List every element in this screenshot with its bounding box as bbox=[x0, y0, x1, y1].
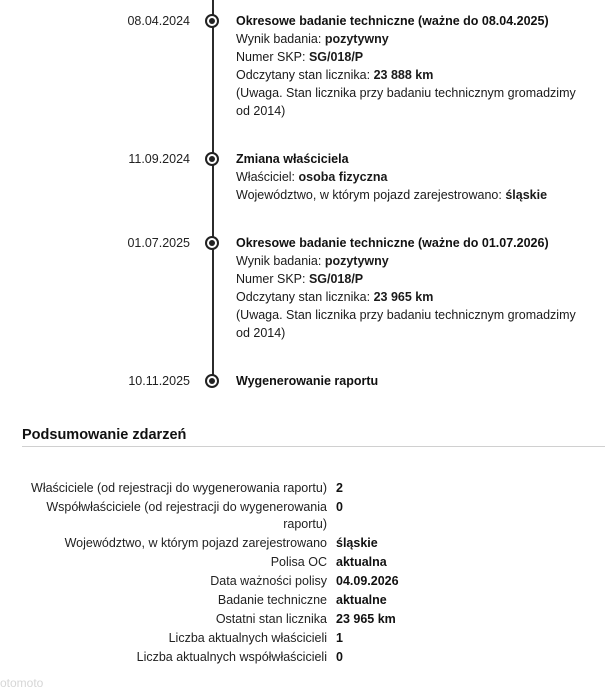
summary-row-voivodeship bbox=[0, 535, 605, 552]
event-detail: Wynik badania: pozytywny bbox=[236, 254, 389, 268]
summary-value: 0 bbox=[336, 500, 343, 514]
summary-row-owners bbox=[0, 480, 605, 497]
event-title: Okresowe badanie techniczne (ważne do 01.07.2026) bbox=[236, 236, 549, 250]
event-note: (Uwaga. Stan licznika przy badaniu technicznym gromadzimy od 2014) bbox=[236, 308, 576, 340]
summary-row-odometer bbox=[0, 611, 605, 628]
event-date: 11.09.2024 bbox=[128, 152, 190, 166]
summary-value: aktualne bbox=[336, 593, 387, 607]
summary-table bbox=[0, 480, 605, 668]
event-title: Okresowe badanie techniczne (ważne do 08.04.2025) bbox=[236, 14, 549, 28]
event-detail: Numer SKP: SG/018/P bbox=[236, 272, 364, 286]
event-detail: Województwo, w którym pojazd zarejestrowano: śląskie bbox=[236, 188, 548, 202]
summary-label: Badanie techniczne bbox=[217, 593, 327, 607]
summary-row-current-owners bbox=[0, 630, 605, 647]
event-detail: Właściciel: osoba fizyczna bbox=[236, 170, 388, 184]
summary-label: Liczba aktualnych właścicieli bbox=[168, 631, 327, 645]
summary-row-policy-expiry bbox=[0, 573, 605, 590]
event-date: 10.11.2025 bbox=[128, 374, 190, 388]
summary-row-inspection bbox=[0, 592, 605, 609]
event-body bbox=[236, 12, 591, 120]
event-date: 01.07.2025 bbox=[127, 236, 190, 250]
summary-label: Właściciele (od rejestracji do wygenerowania raportu) bbox=[31, 481, 327, 495]
timeline-dot-icon bbox=[205, 14, 219, 28]
timeline-dot-icon bbox=[205, 374, 219, 388]
summary-value: 04.09.2026 bbox=[336, 574, 399, 588]
summary-value: 0 bbox=[336, 650, 343, 664]
summary-heading: Podsumowanie zdarzeń bbox=[22, 427, 187, 443]
event-title: Zmiana właściciela bbox=[236, 152, 349, 166]
event-detail: Numer SKP: SG/018/P bbox=[236, 50, 364, 64]
summary-row-current-co-owners bbox=[0, 649, 605, 666]
timeline-line bbox=[212, 0, 214, 384]
event-detail: Wynik badania: pozytywny bbox=[236, 32, 389, 46]
summary-value: 23 965 km bbox=[336, 612, 396, 626]
event-detail: Odczytany stan licznika: 23 888 km bbox=[236, 68, 434, 82]
event-body bbox=[236, 372, 591, 390]
event-date: 08.04.2024 bbox=[127, 14, 190, 28]
event-title: Wygenerowanie raportu bbox=[236, 374, 379, 388]
summary-value: aktualna bbox=[336, 555, 387, 569]
summary-label: Liczba aktualnych współwłaścicieli bbox=[136, 650, 327, 664]
summary-row-co-owners bbox=[0, 499, 605, 533]
summary-row-oc-policy bbox=[0, 554, 605, 571]
summary-value: 1 bbox=[336, 631, 343, 645]
summary-label: Data ważności polisy bbox=[210, 574, 327, 588]
timeline-dot-icon bbox=[205, 152, 219, 166]
summary-label: Polisa OC bbox=[270, 555, 327, 569]
summary-label: Ostatni stan licznika bbox=[215, 612, 327, 626]
event-body bbox=[236, 234, 591, 342]
section-divider bbox=[22, 446, 605, 447]
summary-label: Współwłaściciele (od rejestracji do wygenerowania raportu) bbox=[46, 500, 327, 531]
event-detail: Odczytany stan licznika: 23 965 km bbox=[236, 290, 434, 304]
event-note: (Uwaga. Stan licznika przy badaniu technicznym gromadzimy od 2014) bbox=[236, 86, 576, 118]
watermark: otomoto bbox=[0, 676, 44, 690]
summary-value: śląskie bbox=[336, 536, 378, 550]
event-body bbox=[236, 150, 591, 204]
summary-value: 2 bbox=[336, 481, 343, 495]
summary-label: Województwo, w którym pojazd zarejestrowano bbox=[64, 536, 327, 550]
timeline-dot-icon bbox=[205, 236, 219, 250]
